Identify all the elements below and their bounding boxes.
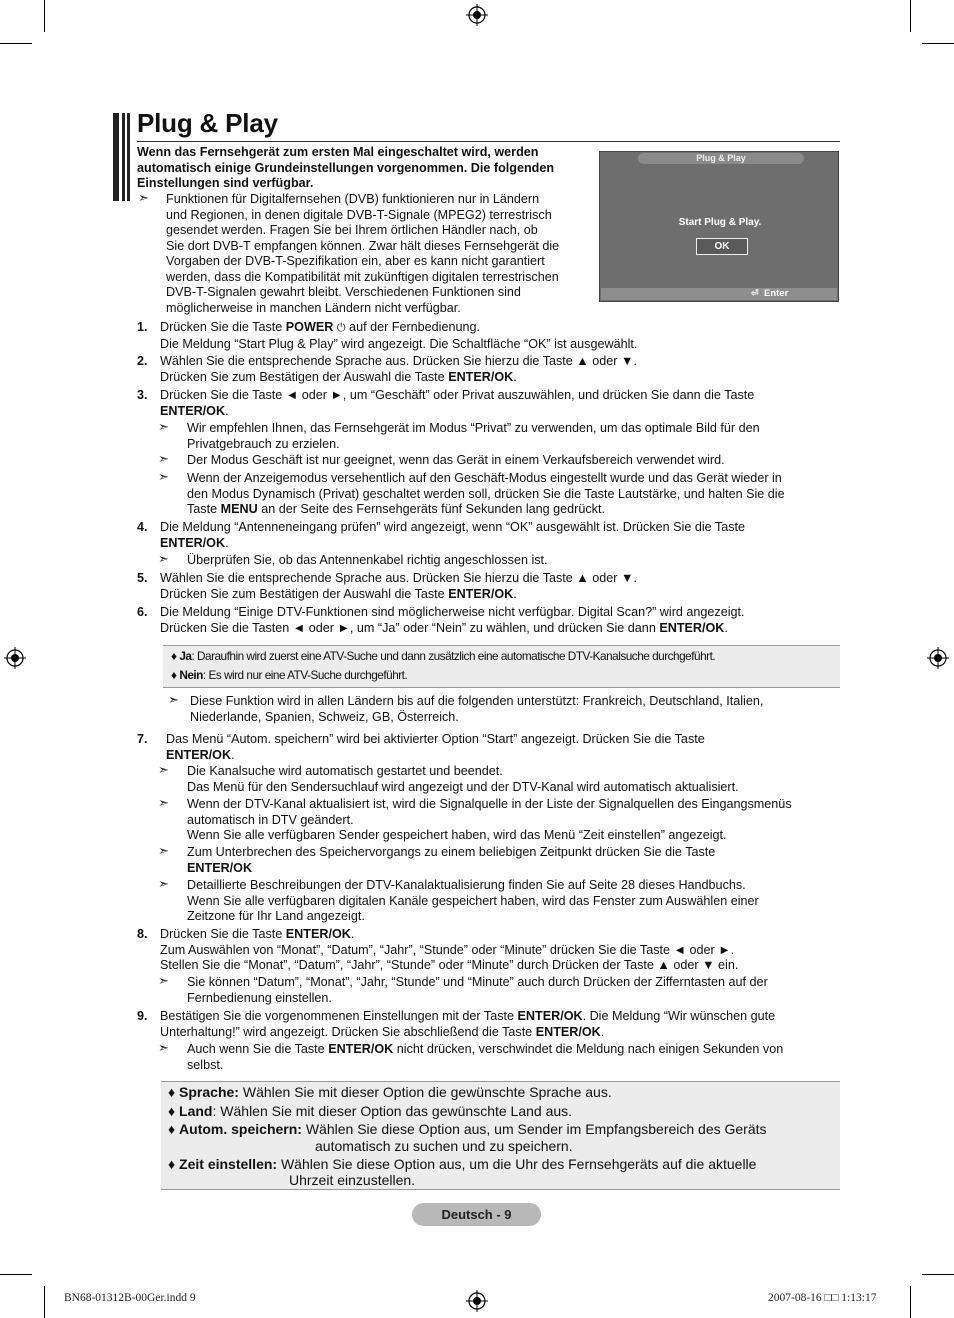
screen-tab: Plug & Play [638,153,804,164]
option-ja: ♦ Ja: Daraufhin wird zuerst eine ATV-Suche und dann zusätzlich eine automatische DTV-Kanalsuche durchgeführt. [171,649,716,663]
summary-land: ♦ Land: Wählen Sie mit dieser Option das gewünschte Land aus. [168,1103,573,1119]
note-arrow-icon: ➣ [158,795,169,810]
power-icon: ⏻ [336,322,346,334]
options-box [163,645,840,688]
page-title: Plug & Play [137,108,278,138]
step-3: Drücken Sie die Taste ◄ oder ►, um “Geschäft” oder Privat auszuwählen, und drücken Sie dann die Taste ENTER/OK. [160,388,755,418]
crop-mark [0,43,32,44]
note-arrow-icon: ➣ [158,1040,169,1055]
option-nein: ♦ Nein: Es wird nur eine ATV-Suche durchgeführt. [171,668,408,682]
step-1: Drücken Sie die Taste POWER ⏻ auf der Fernbedienung. Die Meldung “Start Plug & Play” wird angezeigt. Die Schaltfläche “OK” ist ausgewählt. [160,320,638,351]
step-7-note-4: Detaillierte Beschreibungen der DTV-Kanalaktualisierung finden Sie auf Seite 28 dieses Handbuchs. Wenn Sie alle verfügbaren digitalen Kanäle gespeichert haben, wird das Fenster zum Auswählen einer Zeitzone für Ihr Land angezeigt. [187,878,759,923]
summary-sprache: ♦ Sprache: Wählen Sie mit dieser Option die gewünschte Sprache aus. [168,1084,612,1100]
note-arrow-icon: ➣ [158,451,169,466]
registration-mark-icon [466,4,488,26]
step-9-note: Auch wenn Sie die Taste ENTER/OK nicht drücken, verschwindet die Meldung nach einigen Sekunden von selbst. [187,1042,784,1072]
step-8-note: Sie können “Datum”, “Monat”, “Jahr, “Stunde” und “Minute” auch durch Drücken der Zifferntasten auf der Fernbedienung einstellen. [187,975,768,1005]
crop-mark [922,1274,954,1275]
step-2: Wählen Sie die entsprechende Sprache aus. Drücken Sie hierzu die Taste ▲ oder ▼. Drücken Sie zum Bestätigen der Auswahl die Taste ENTER/OK. [160,354,637,384]
step-4: Die Meldung “Antenneneingang prüfen” wird angezeigt, wenn “OK” ausgewählt ist. Drücken Sie die Taste ENTER/OK. [160,520,746,550]
step-6: Die Meldung “Einige DTV-Funktionen sind möglicherweise nicht verfügbar. Digital Scan?” wird angezeigt. Drücken Sie die Tasten ◄ oder ►, um “Ja” oder “Nein” zu wählen, und drücken Sie dann ENTER/OK. [160,605,745,635]
step-7-note-3: Zum Unterbrechen des Speichervorgangs zu einem beliebigen Zeitpunkt drücken Sie die Taste ENTER/OK [187,845,716,875]
crop-mark [44,0,45,32]
summary-box: ♦ Sprache: Wählen Sie mit dieser Option die gewünschte Sprache aus. ♦ Land: Wählen Sie mit dieser Option das gewünschte Land aus. ♦ Autom. speichern: Wählen Sie diese Option aus, um Sender im Empfangsbereich des Geräts automatisch zu suchen und zu speichern. ♦ Zeit einstellen: Wählen Sie diese Option aus, um die Uhr des Fernsehgeräts auf die aktuelle Uhrzeit einzustellen. [161,1081,840,1190]
step-7-note-1: Die Kanalsuche wird automatisch gestartet und beendet. Das Menü für den Sendersuchlauf wird angezeigt und der DTV-Kanal wird automatisch aktualisiert. [187,764,739,794]
note-arrow-icon: ➣ [158,876,169,891]
step-4-note: Überprüfen Sie, ob das Antennenkabel richtig angeschlossen ist. [187,553,548,567]
registration-mark-icon [466,1290,488,1312]
note-arrow-icon: ➣ [158,419,169,434]
step-3-note-1: Wir empfehlen Ihnen, das Fernsehgerät im Modus “Privat” zu verwenden, um das optimale Bild für den Privatgebrauch zu erzielen. [187,421,760,451]
step-7: Das Menü “Autom. speichern” wird bei aktivierter Option “Start” angezeigt. Drücken Sie die Taste ENTER/OK. [166,732,705,762]
title-rule [137,141,840,142]
registration-mark-icon [927,647,949,669]
intro-text: Wenn das Fernsehgerät zum ersten Mal eingeschaltet wird, werden automatisch einige Grundeinstellungen vorgenommen. Die folgenden Einstellungen sind verfügbar. [137,145,555,190]
tv-screen-illustration [599,151,839,302]
note-arrow-icon: ➣ [158,843,169,858]
registration-mark-icon [4,647,26,669]
file-imprint: BN68-01312B-00Ger.indd 9 [64,1292,196,1304]
step-9: Bestätigen Sie die vorgenommenen Einstellungen mit der Taste ENTER/OK. Die Meldung “Wir wünschen gute Unterhaltung!” wird angezeigt. Drücken Sie abschließend die Taste ENTER/OK. [160,1009,776,1039]
step-8: Drücken Sie die Taste ENTER/OK. Zum Auswählen von “Monat”, “Datum”, “Jahr”, “Stunde” oder “Minute” drücken Sie die Taste ◄ oder ►. Stellen Sie die “Monat”, “Datum”, “Jahr”, “Stunde” oder “Minute” durch Drücken der Taste ▲ oder ▼ ein. [160,927,739,972]
note-arrow-icon: ➣ [168,692,179,707]
note-arrow-icon: ➣ [158,551,169,566]
step-6-note: Diese Funktion wird in allen Ländern bis auf die folgenden unterstützt: Frankreich, Deutschland, Italien, Niederlande, Spanien, Schweiz, GB, Österreich. [190,694,764,724]
crop-mark [0,1274,32,1275]
summary-autom: ♦ Autom. speichern: Wählen Sie diese Option aus, um Sender im Empfangsbereich des Geräts [168,1121,767,1137]
summary-zeit: ♦ Zeit einstellen: Wählen Sie diese Option aus, um die Uhr des Fernsehgeräts auf die aktuelle [168,1156,757,1172]
step-3-note-2: Der Modus Geschäft ist nur geeignet, wenn das Gerät in einem Verkaufsbereich verwendet wird. [187,453,725,467]
page-number: Deutsch - 9 [412,1203,541,1226]
screen-message: Start Plug & Play. [678,217,762,228]
note-arrow-icon: ➣ [158,469,169,484]
title-accent-bar [113,113,130,201]
note-arrow-icon: ➣ [158,762,169,777]
date-imprint: 2007-08-16 □□ 1:13:17 [768,1292,877,1304]
step-5: Wählen Sie die entsprechende Sprache aus. Drücken Sie hierzu die Taste ▲ oder ▼. Drücken Sie zum Bestätigen der Auswahl die Taste ENTER/OK. [160,571,637,601]
screen-footer: ⏎ Enter [601,288,837,300]
crop-mark [922,43,954,44]
step-7-note-2: Wenn der DTV-Kanal aktualisiert ist, wird die Signalquelle in der Liste der Signalquellen des Eingangsmenüs automatisch in DTV geändert. Wenn Sie alle verfügbaren Sender gespeichert haben, wird das Menü “Zeit einstellen” angezeigt. [187,797,792,842]
crop-mark [44,1286,45,1318]
note-arrow-icon: ➣ [158,973,169,988]
crop-mark [910,0,911,32]
screen-ok-button: OK [696,238,748,255]
intro-note: Funktionen für Digitalfernsehen (DVB) funktionieren nur in Ländern und Regionen, in denen digitale DVB-T-Signale (MPEG2) terrestrisch gesendet werden. Fragen Sie bei Ihrem örtlichen Händler nach, ob Sie dort DVB-T empfangen können. Zwar hält dieses Fernsehgerät die Vorgaben der DVB-T-Spezifikation ein, aber es kann nicht garantiert werden, dass die Kompatibilität mit zukünftigen digitalen terrestrischen DVB-T-Signalen gewahrt bleibt. Verschiedenen Funktionen sind möglicherweise in manchen Ländern nicht verfügbar. [166,192,560,315]
enter-icon: ⏎ [751,288,759,298]
crop-mark [910,1286,911,1318]
step-3-note-3: Wenn der Anzeigemodus versehentlich auf den Geschäft-Modus eingestellt wurde und das Gerät wieder in den Modus Dynamisch (Privat) geschaltet werden soll, drücken Sie die Taste Lautstärke, und halten Sie die Taste MENU an der Seite des Fernsehgeräts fünf Sekunden lang gedrückt. [187,471,785,516]
note-arrow-icon: ➣ [138,190,149,205]
